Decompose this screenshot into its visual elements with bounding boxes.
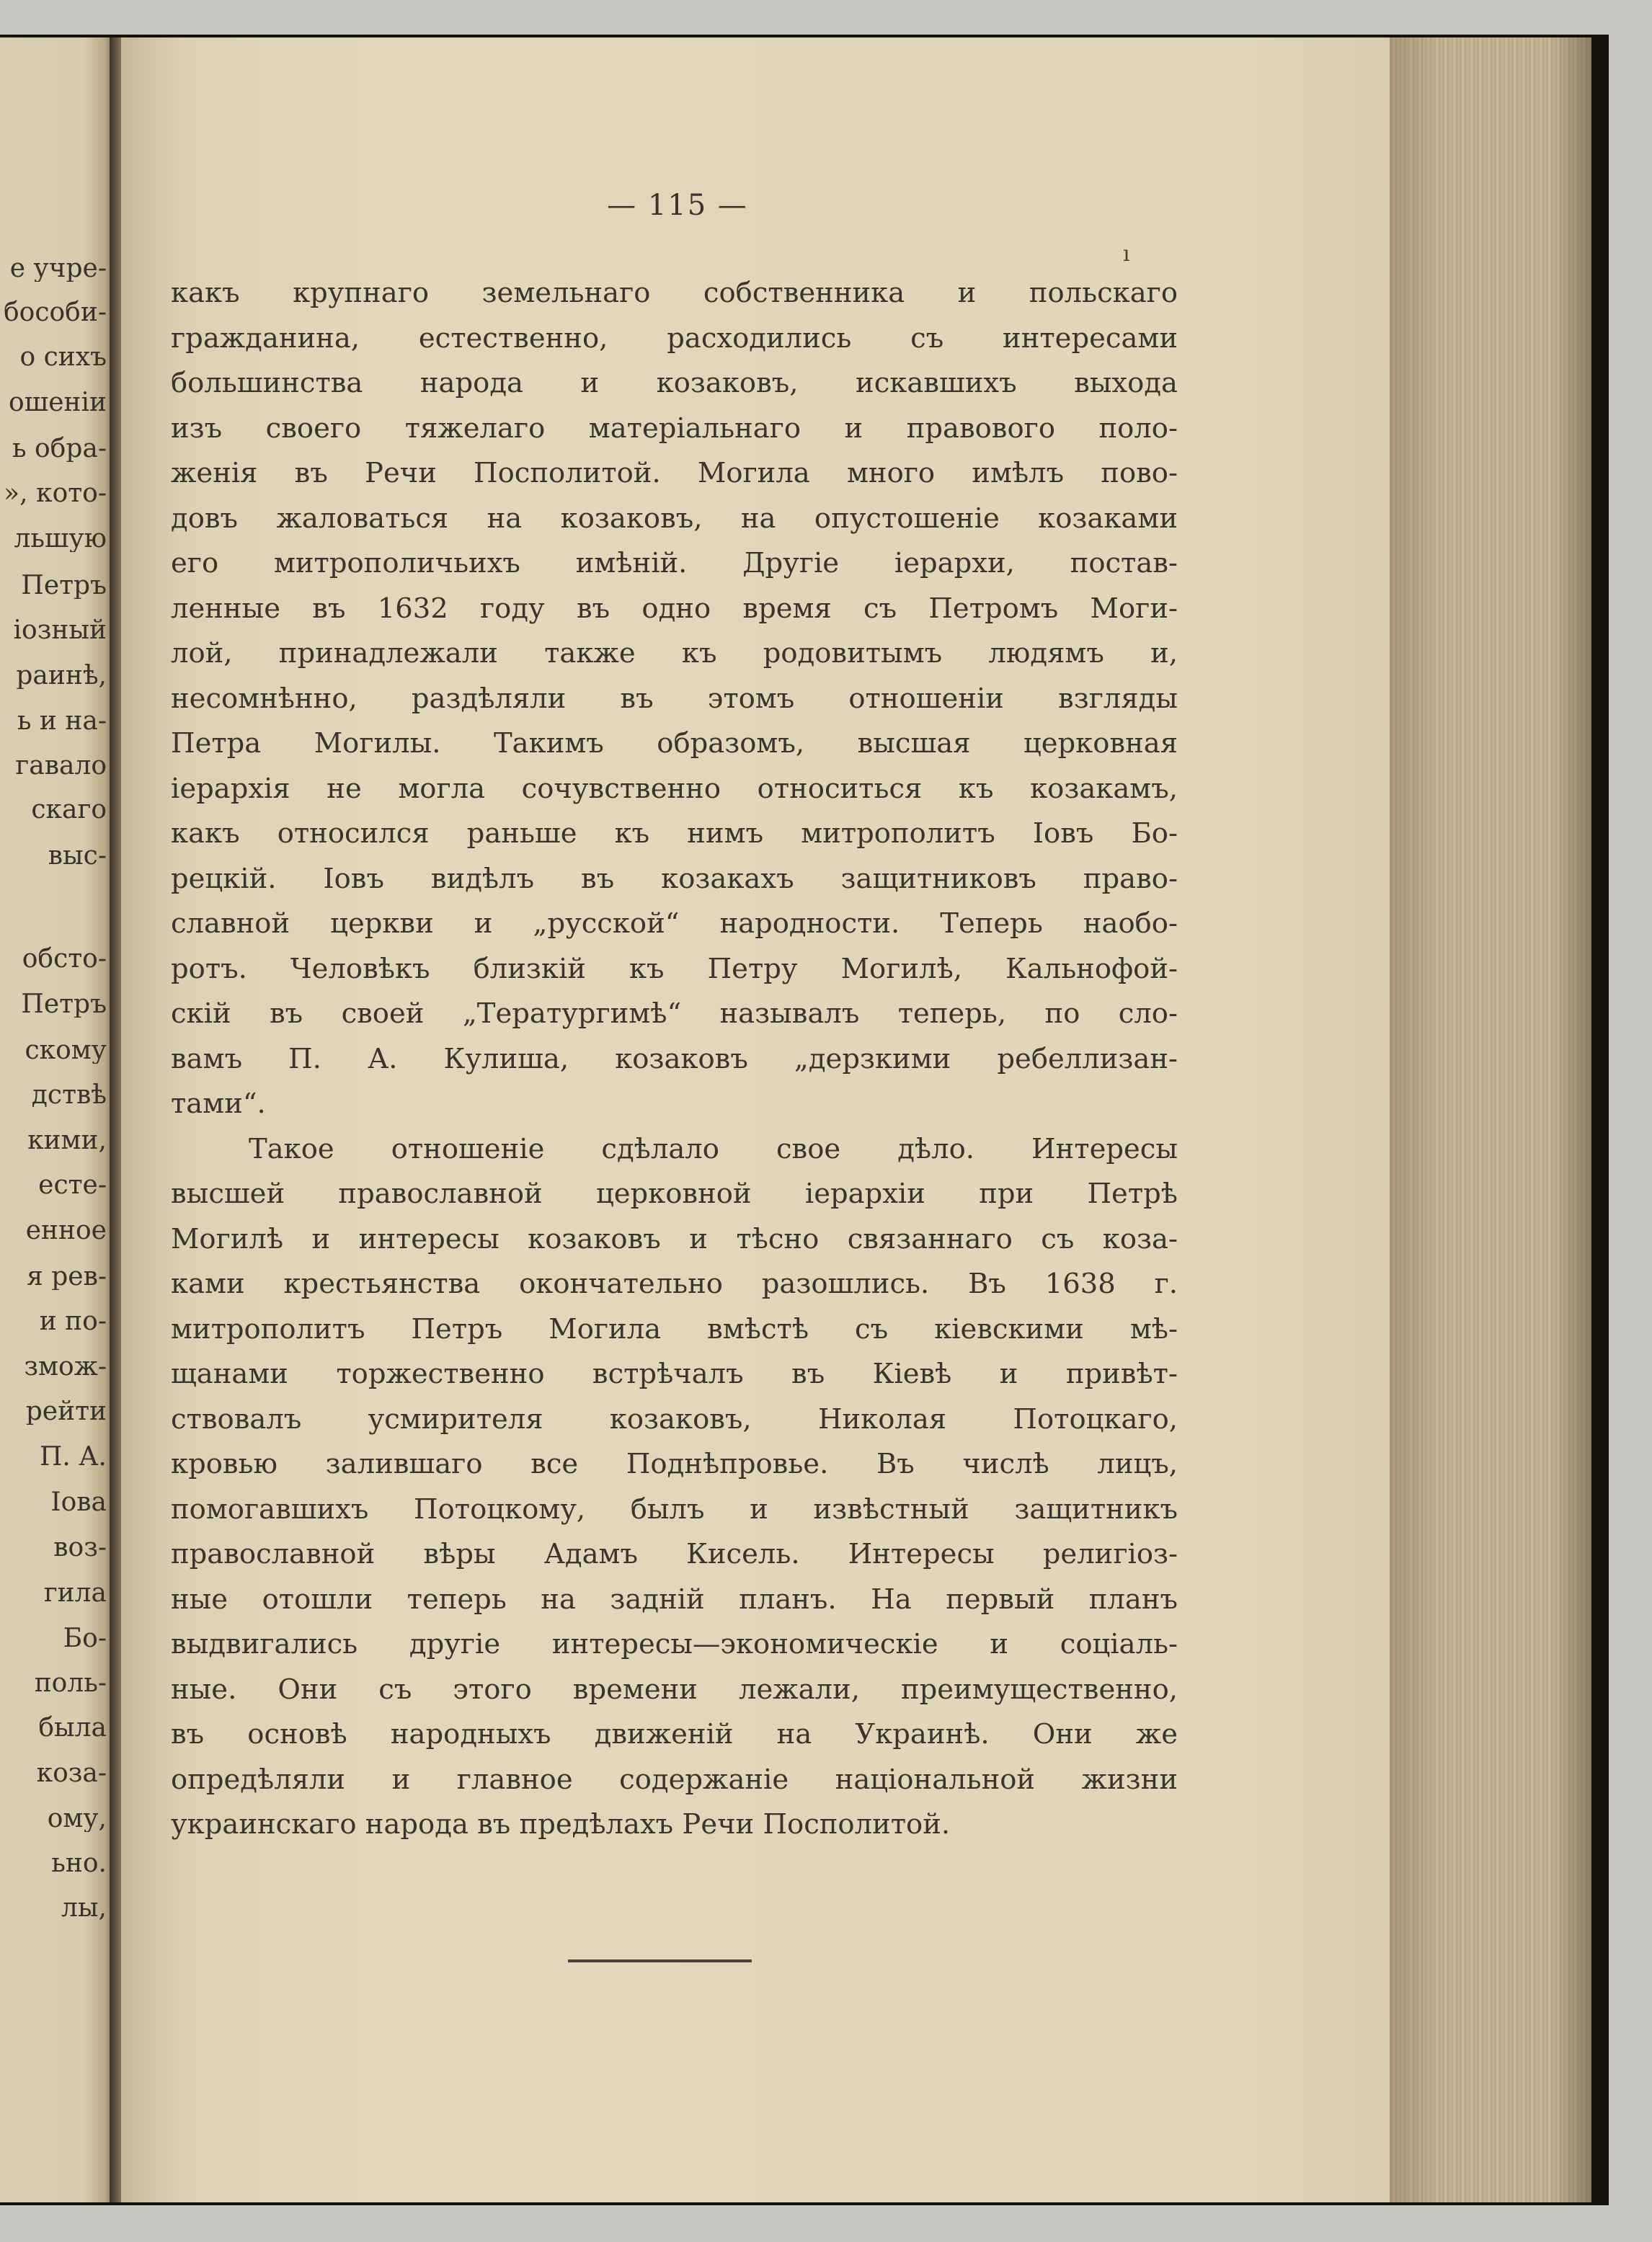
body-line: высшей православной церковной іерархіи при Петрѣ bbox=[171, 1178, 1178, 1210]
body-line: его митрополичьихъ имѣній. Другіе іерархи, постав- bbox=[171, 547, 1178, 579]
body-line: скій въ своей „Тератургимѣ“ называлъ теперь, по сло- bbox=[171, 997, 1178, 1030]
body-line: лой, принадлежали также къ родовитымъ людямъ и, bbox=[171, 637, 1178, 670]
facing-page-line: енное bbox=[25, 1218, 107, 1244]
body-line: православной вѣры Адамъ Кисель. Интересы религіоз- bbox=[171, 1538, 1178, 1570]
body-line: кровью залившаго все Поднѣпровье. Въ числѣ лицъ, bbox=[171, 1448, 1178, 1480]
body-line: вамъ П. А. Кулиша, козаковъ „дерзкими ребеллизан- bbox=[171, 1043, 1178, 1075]
body-line: довъ жаловаться на козаковъ, на опустошеніе козаками bbox=[171, 502, 1178, 535]
body-line: большинства народа и козаковъ, искавшихъ выхода bbox=[171, 367, 1178, 399]
facing-page-line: рейти bbox=[25, 1399, 107, 1425]
body-line: женія въ Речи Посполитой. Могила много имѣлъ пово- bbox=[171, 457, 1178, 489]
facing-page-line: воз- bbox=[53, 1535, 107, 1561]
body-line: гражданина, естественно, расходились съ интересами bbox=[171, 322, 1178, 355]
facing-page-line: ь и на- bbox=[17, 708, 107, 734]
body-line: Такое отношеніе сдѣлало свое дѣло. Интересы bbox=[249, 1133, 1178, 1165]
body-line: тами“. bbox=[171, 1087, 266, 1120]
book-page bbox=[121, 37, 1391, 2202]
facing-page-line: льшую bbox=[14, 526, 107, 552]
facing-page-line: Петръ bbox=[21, 573, 107, 599]
body-line: изъ своего тяжелаго матеріальнаго и правового поло- bbox=[171, 412, 1178, 445]
body-line: въ основѣ народныхъ движеній на Украинѣ. Они же bbox=[171, 1718, 1178, 1751]
body-line: выдвигались другіе интересы—экономическіе и соціаль- bbox=[171, 1628, 1178, 1660]
body-line: ротъ. Человѣкъ близкій къ Петру Могилѣ, Кальнофой- bbox=[171, 953, 1178, 985]
facing-page-line: ьно. bbox=[51, 1851, 107, 1877]
page-fore-edge-shade bbox=[1390, 37, 1591, 2202]
body-line: несомнѣнно, раздѣляли въ этомъ отношеніи взгляды bbox=[171, 682, 1178, 715]
facing-page-line: кими, bbox=[27, 1128, 107, 1154]
facing-page-line: о сихъ bbox=[19, 344, 107, 370]
facing-page-line: ому, bbox=[47, 1806, 107, 1832]
facing-page-line: ь обра- bbox=[12, 436, 107, 462]
body-line: ленные въ 1632 году въ одно время съ Петромъ Моги- bbox=[171, 592, 1178, 625]
facing-page-line: іозный bbox=[13, 618, 107, 644]
facing-page-line: и по- bbox=[39, 1309, 107, 1335]
facing-page-line: скому bbox=[25, 1038, 107, 1064]
body-line: славной церкви и „русской“ народности. Теперь наобо- bbox=[171, 907, 1178, 940]
body-line: украинскаго народа въ предѣлахъ Речи Посполитой. bbox=[171, 1808, 951, 1841]
facing-page-line: лы, bbox=[61, 1895, 107, 1921]
body-line: Могилѣ и интересы козаковъ и тѣсно связаннаго съ коза- bbox=[171, 1223, 1178, 1255]
facing-page-line: поль- bbox=[34, 1671, 107, 1696]
facing-page-line: я рев- bbox=[27, 1264, 107, 1290]
body-line: митрополитъ Петръ Могила вмѣстѣ съ кіевскими мѣ- bbox=[171, 1313, 1178, 1345]
body-line: щанами торжественно встрѣчалъ въ Кіевѣ и привѣт- bbox=[171, 1358, 1178, 1390]
margin-mark: ı bbox=[1123, 241, 1130, 267]
facing-page-line: обсто- bbox=[22, 946, 107, 972]
facing-page-line: Петръ bbox=[21, 992, 107, 1018]
facing-page-line: коза- bbox=[36, 1761, 107, 1787]
body-line: какъ крупнаго земельнаго собственника и польскаго bbox=[171, 277, 1178, 309]
body-line: ные. Они съ этого времени лежали, преимущественно, bbox=[171, 1673, 1178, 1706]
facing-page-line: гила bbox=[43, 1580, 107, 1606]
facing-page-line: бособи- bbox=[3, 300, 107, 326]
facing-page-line: Бо- bbox=[63, 1626, 107, 1652]
body-line: Петра Могилы. Такимъ образомъ, высшая церковная bbox=[171, 727, 1178, 760]
facing-page-line: ошеніи bbox=[9, 390, 107, 416]
body-line: рецкій. Іовъ видѣлъ въ козакахъ защитниковъ право- bbox=[171, 863, 1178, 895]
body-line: помогавшихъ Потоцкому, былъ и извѣстный защитникъ bbox=[171, 1493, 1178, 1526]
body-line: опредѣляли и главное содержаніе національной жизни bbox=[171, 1763, 1178, 1796]
facing-page-line: раинѣ, bbox=[16, 663, 107, 689]
facing-page-line: скаго bbox=[31, 797, 107, 823]
body-line: ствовалъ усмирителя козаковъ, Николая Потоцкаго, bbox=[171, 1403, 1178, 1436]
body-line: іерархія не могла сочувственно относиться къ козакамъ, bbox=[171, 773, 1178, 805]
facing-page-line: дствѣ bbox=[31, 1082, 107, 1108]
facing-page-line: змож- bbox=[24, 1354, 107, 1380]
body-line: ные отошли теперь на задній планъ. На первый планъ bbox=[171, 1583, 1178, 1616]
body-line: какъ относился раньше къ нимъ митрополитъ Іовъ Бо- bbox=[171, 817, 1178, 850]
facing-page-line: выс- bbox=[48, 843, 107, 869]
facing-page-line: Іова bbox=[50, 1490, 107, 1516]
facing-page-line: есте- bbox=[38, 1173, 107, 1198]
facing-page-line: была bbox=[38, 1715, 107, 1741]
page-number: — 115 — bbox=[607, 189, 748, 222]
body-line: ками крестьянства окончательно разошлись. Въ 1638 г. bbox=[171, 1268, 1178, 1300]
section-end-rule bbox=[568, 1959, 752, 1962]
facing-page-line: П. А. bbox=[40, 1444, 107, 1470]
facing-page-line: e учре- bbox=[9, 256, 107, 282]
facing-page-line: », кото- bbox=[4, 481, 107, 507]
facing-page-line: гавало bbox=[15, 753, 107, 779]
